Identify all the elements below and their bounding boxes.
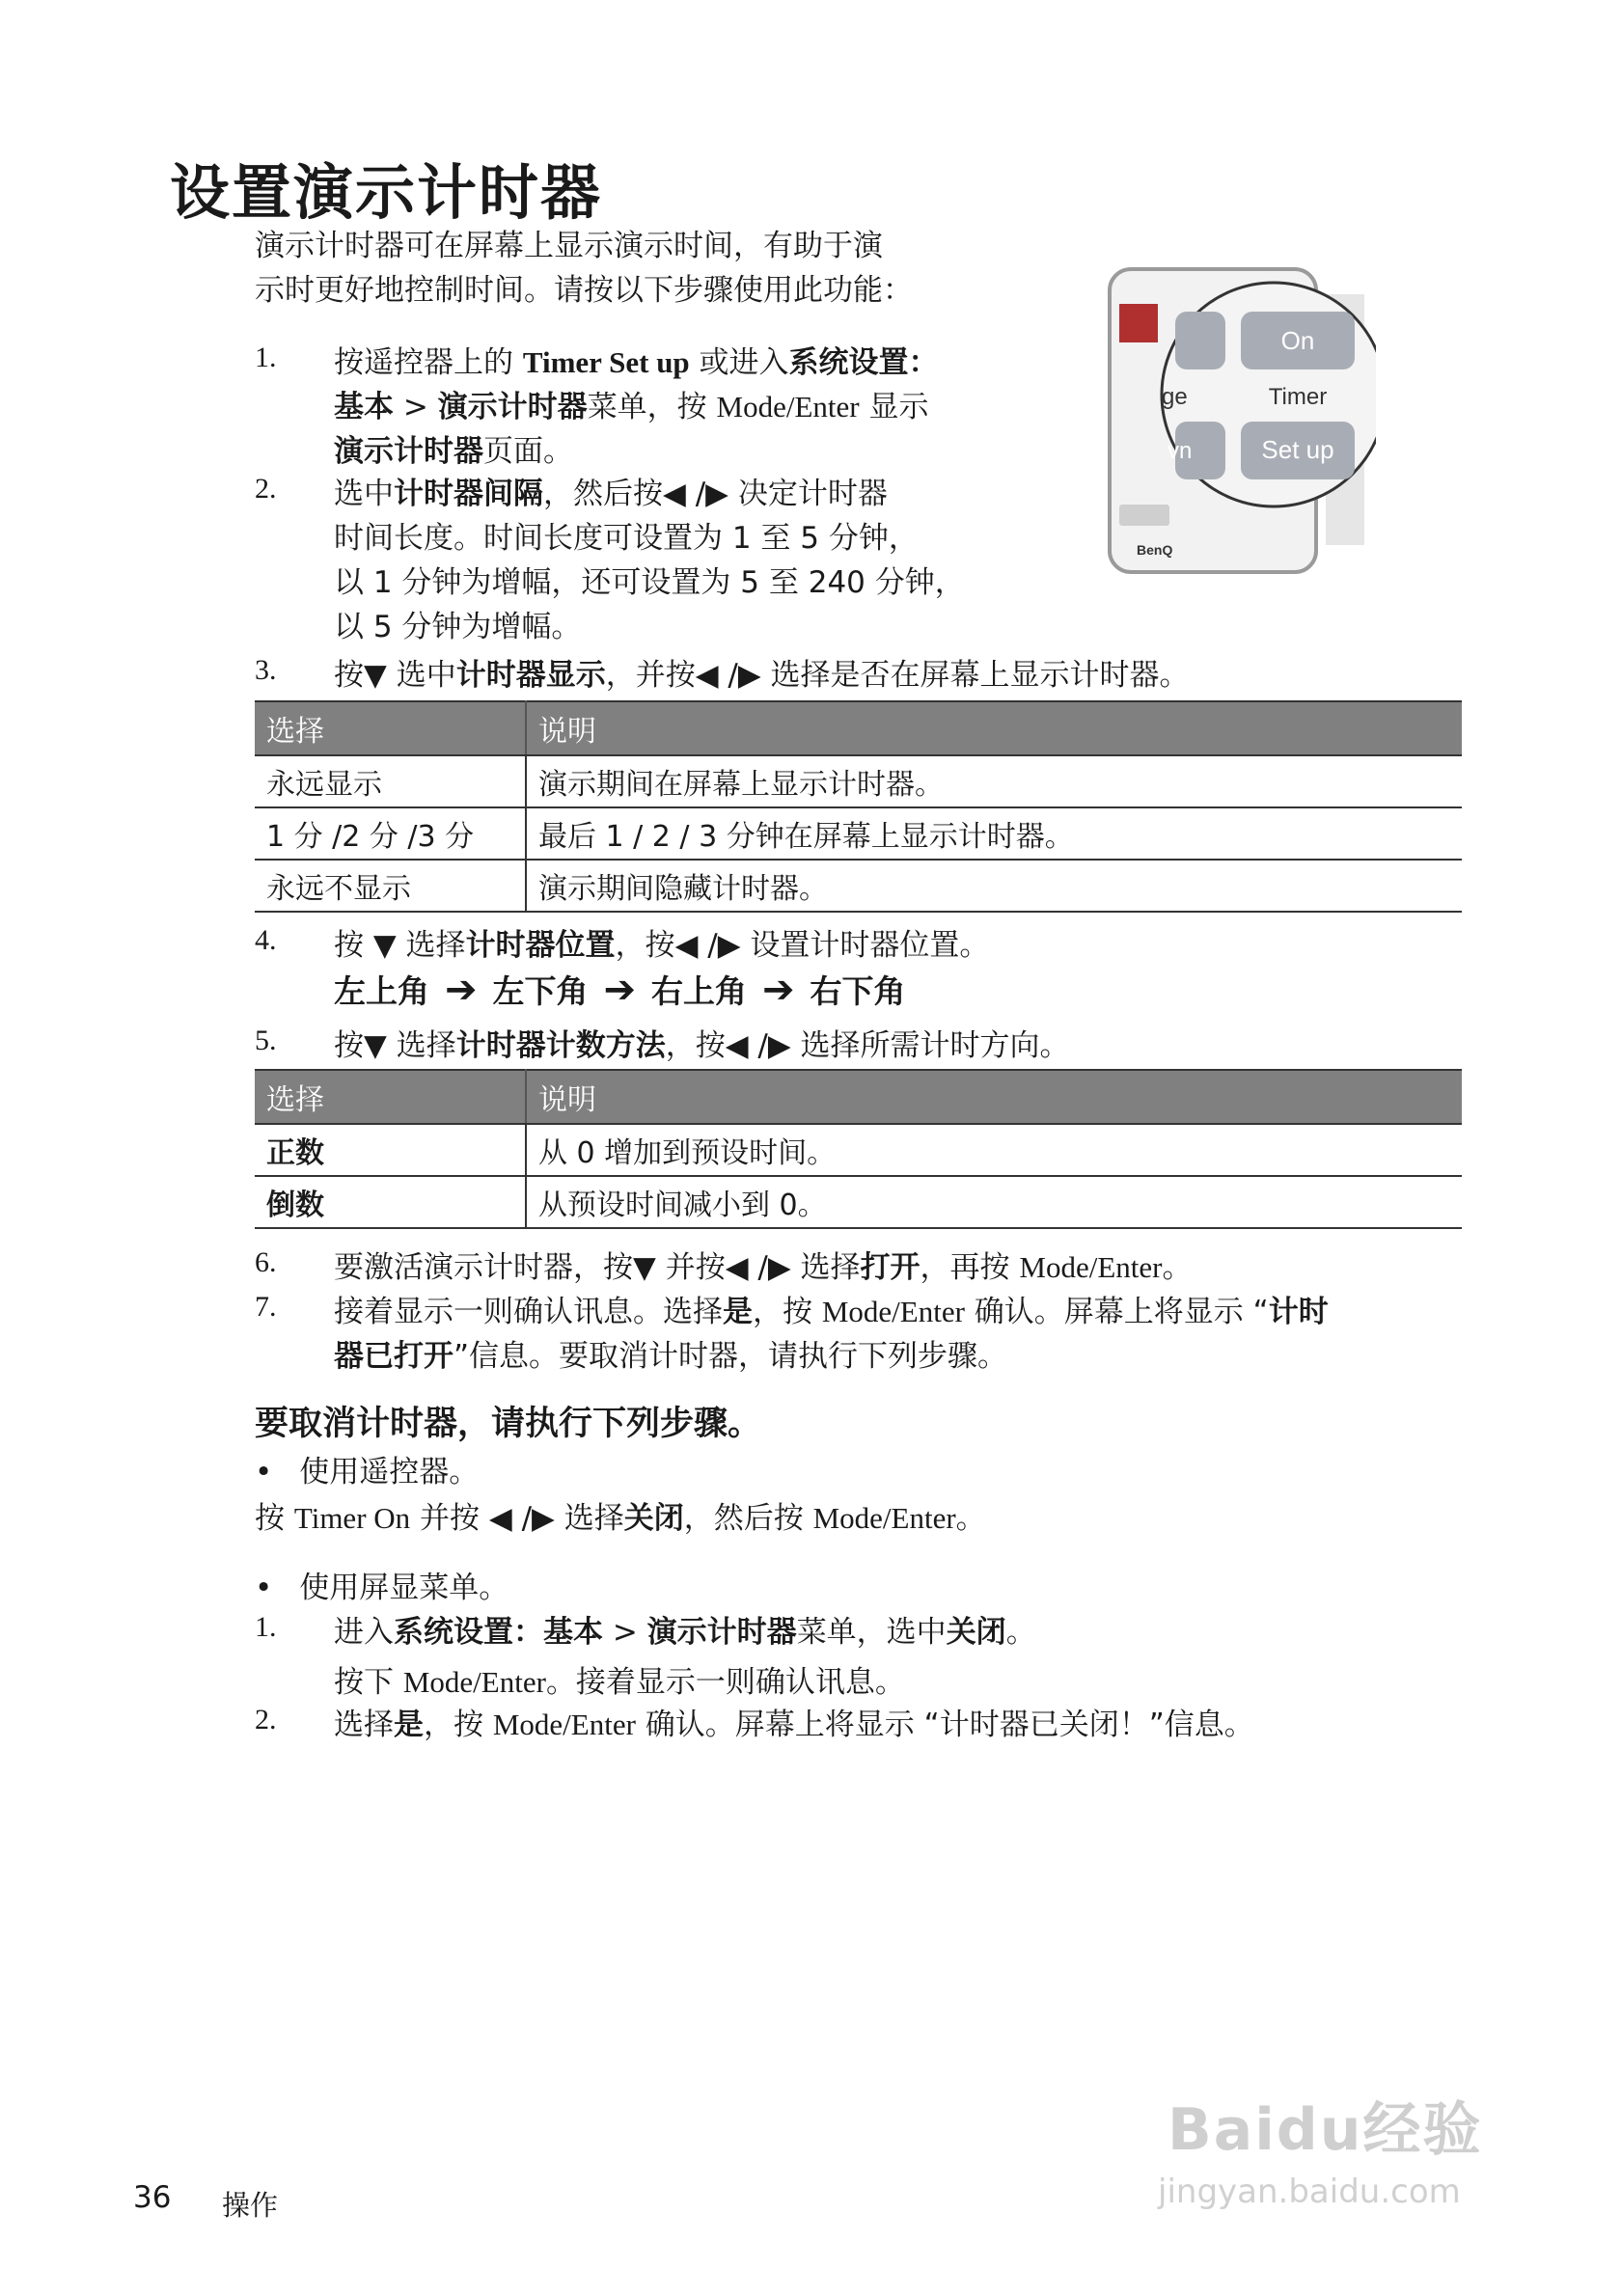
down-arrow-icon: ▼ (364, 1028, 387, 1063)
step-5-line: 按▼ 选择计时器计数方法，按◀ /▶ 选择所需计时方向。 (334, 1028, 1070, 1063)
baidu-watermark (1148, 2084, 1534, 2238)
position-item: 右下角 (810, 972, 906, 1010)
timer-display-table (255, 700, 1462, 913)
step-7-line-2: 器已打开”信息。要取消计时器，请执行下列步骤。 (334, 1339, 1008, 1374)
right-arrow-icon: ➔ (603, 967, 637, 1012)
intro-paragraph (255, 224, 913, 313)
on-button-label: On (1280, 326, 1315, 355)
cancel-step-1-line-1: 进入系统设置：基本 > 演示计时器菜单，选中关闭。 (334, 1615, 1036, 1650)
left-right-arrow-icon: ◀ /▶ (725, 1028, 791, 1063)
step-1-line-2: 基本 > 演示计时器菜单，按 Mode/Enter 显示 (334, 390, 929, 424)
left-right-arrow-icon: ◀ /▶ (695, 658, 761, 693)
intro-line-2: 示时更好地控制时间。请按以下步骤使用此功能： (255, 273, 913, 308)
timer-position-sequence (334, 967, 906, 1012)
step-3-number: 3. (255, 654, 277, 686)
table-row (255, 755, 1462, 807)
step-2-line-3: 以 1 分钟为增幅，还可设置为 5 至 240 分钟， (334, 565, 965, 600)
table-row (255, 807, 1462, 860)
step-6-number: 6. (255, 1246, 277, 1278)
cancel-step-2-number: 2. (255, 1704, 277, 1736)
table-cell: 最后 1 / 2 / 3 分钟在屏幕上显示计时器。 (526, 807, 1462, 860)
position-item: 左上角 (334, 972, 429, 1010)
step-2-number: 2. (255, 473, 277, 505)
table-cell: 演示期间在屏幕上显示计时器。 (526, 755, 1462, 807)
table-header: 说明 (526, 701, 1462, 755)
table-row (255, 1124, 1462, 1176)
table-cell: 永远显示 (255, 755, 526, 807)
right-arrow-icon: ➔ (445, 967, 478, 1012)
step-3-line: 按▼ 选中计时器显示，并按◀ /▶ 选择是否在屏幕上显示计时器。 (334, 658, 1190, 693)
step-2-line-2: 时间长度。时间长度可设置为 1 至 5 分钟， (334, 521, 919, 556)
cancel-bullet-1: • 使用遥控器。 (255, 1455, 480, 1490)
cancel-step-2-line: 选择是，按 Mode/Enter 确认。屏幕上将显示 “计时器已关闭！”信息。 (334, 1708, 1254, 1742)
table-cell: 1 分 /2 分 /3 分 (255, 807, 526, 860)
table-cell: 从预设时间减小到 0。 (526, 1176, 1462, 1228)
step-1-number: 1. (255, 342, 277, 373)
cancel-step-1-number: 1. (255, 1611, 277, 1643)
table-header-row (255, 1070, 1462, 1124)
table-cell: 正数 (255, 1124, 526, 1176)
table-header-row (255, 701, 1462, 755)
table-cell: 演示期间隐藏计时器。 (526, 860, 1462, 912)
table-header: 选择 (255, 701, 526, 755)
cancel-remote-line: 按 Timer On 并按 ◀ /▶ 选择关闭，然后按 Mode/Enter。 (255, 1501, 986, 1536)
bullet-icon: • (255, 1455, 273, 1490)
table-cell: 从 0 增加到预设时间。 (526, 1124, 1462, 1176)
down-arrow-icon: ▼ (364, 658, 387, 693)
side-label-wn: vn (1168, 438, 1193, 464)
step-2-line-4: 以 5 分钟为增幅。 (334, 610, 582, 644)
timer-label: Timer (1268, 384, 1328, 410)
table-header: 说明 (526, 1070, 1462, 1124)
table-cell: 倒数 (255, 1176, 526, 1228)
table-row (255, 860, 1462, 912)
down-arrow-icon: ▼ (633, 1250, 656, 1285)
bullet-icon: • (255, 1571, 273, 1605)
step-1-line-3: 演示计时器页面。 (334, 434, 573, 469)
page-title: 设置演示计时器 (170, 157, 603, 228)
position-item: 左下角 (492, 972, 589, 1010)
brand-logo: BenQ (1137, 542, 1173, 558)
cancel-heading: 要取消计时器，请执行下列步骤。 (255, 1405, 762, 1443)
setup-button-label: Set up (1261, 435, 1334, 464)
count-method-table (255, 1069, 1462, 1229)
step-5-number: 5. (255, 1025, 277, 1056)
left-right-arrow-icon: ◀ /▶ (488, 1501, 555, 1536)
step-4-number: 4. (255, 924, 277, 956)
intro-line-1: 演示计时器可在屏幕上显示演示时间，有助于演 (255, 229, 883, 263)
step-6-line: 要激活演示计时器，按▼ 并按◀ /▶ 选择打开，再按 Mode/Enter。 (334, 1250, 1193, 1285)
section-label: 操作 (222, 2189, 279, 2222)
side-label-ge: ge (1162, 384, 1188, 410)
left-right-arrow-icon: ◀ /▶ (663, 477, 728, 511)
watermark-url: jingyan.baidu.com (1158, 2173, 1461, 2211)
position-item: 右上角 (651, 972, 748, 1010)
step-4-line: 按 ▼ 选择计时器位置，按◀ /▶ 设置计时器位置。 (334, 928, 990, 963)
cancel-bullet-2: • 使用屏显菜单。 (255, 1571, 509, 1605)
table-cell: 永远不显示 (255, 860, 526, 912)
cancel-step-1-line-2: 按下 Mode/Enter。接着显示一则确认讯息。 (334, 1665, 905, 1700)
down-arrow-icon: ▼ (372, 928, 397, 963)
step-7-line-1: 接着显示一则确认讯息。选择是，按 Mode/Enter 确认。屏幕上将显示 “计时 (334, 1295, 1329, 1329)
step-1-line-1: 按遥控器上的 Timer Set up 或进入系统设置： (334, 345, 939, 380)
step-2-line-1: 选中计时器间隔，然后按◀ /▶ 决定计时器 (334, 477, 888, 511)
watermark-brand: Baidu经验 (1168, 2096, 1483, 2164)
table-row (255, 1176, 1462, 1228)
left-right-arrow-icon: ◀ /▶ (674, 928, 741, 963)
table-header: 选择 (255, 1070, 526, 1124)
right-arrow-icon: ➔ (762, 967, 795, 1012)
remote-control-illustration (1104, 265, 1376, 576)
left-right-arrow-icon: ◀ /▶ (725, 1250, 791, 1285)
step-7-number: 7. (255, 1291, 277, 1323)
page-number: 36 (133, 2180, 172, 2215)
